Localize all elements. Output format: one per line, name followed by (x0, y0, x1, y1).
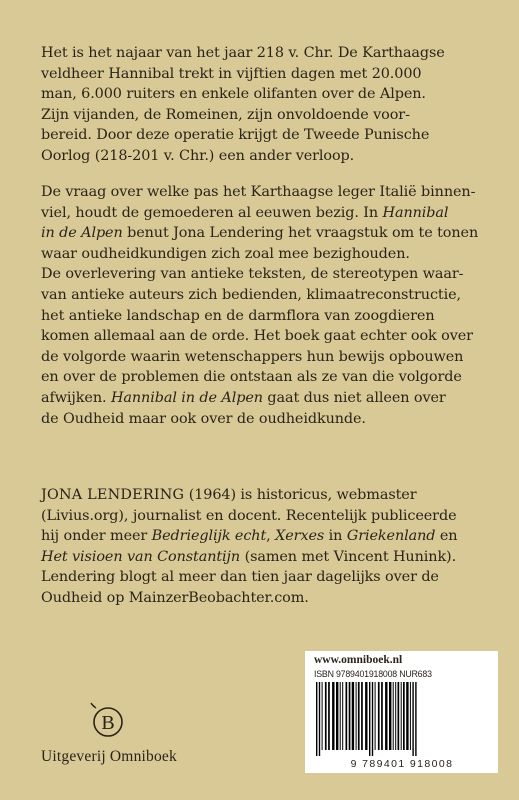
text-line: bereid. Door deze operatie krijgt de Tweede Punische (41, 127, 430, 144)
text-line: Het is het najaar van het jaar 218 v. Chr. De Karthaagse (41, 45, 445, 61)
text-segment: viel, houdt de gemoederen al eeuwen bezig. In (41, 204, 383, 221)
book-title-italic: Het visioen van Constantijn (41, 548, 241, 565)
barcode-bar (401, 682, 402, 750)
text-segment: hij onder meer (41, 528, 152, 545)
barcode-bar (346, 682, 348, 750)
barcode-bar (328, 682, 330, 750)
author-bio (41, 485, 491, 609)
barcode-bar (332, 682, 334, 750)
publisher-name: Uitgeverij Omniboek (41, 748, 177, 765)
barcode-bar (365, 682, 367, 750)
barcode-digits: 9 789401 918008 (350, 758, 454, 770)
text-line: het antieke landschap en de darmflora van zoogdieren (41, 307, 435, 324)
text-line (41, 526, 491, 547)
book-title-italic: Hannibal in de Alpen (110, 389, 263, 406)
barcode-bar (325, 682, 327, 750)
barcode-bar (372, 682, 373, 756)
text-line: en over de problemen die ontstaan als ze van die volgorde (41, 369, 462, 386)
text-line: de volgorde waarin wetenschappers hun bewijs opbouwen (41, 348, 464, 365)
barcode-bar (342, 682, 343, 750)
text-line: komen allemaal aan de orde. Het boek gaat echter ook over (41, 328, 473, 345)
text-line: Oudheid op MainzerBeobachter.com. (41, 589, 309, 606)
book-title-italic: Xerxes (275, 528, 325, 545)
text-segment: (1964) is historicus, webmaster (184, 487, 417, 503)
text-line (41, 388, 491, 409)
barcode-bar (412, 682, 413, 756)
text-segment: in (324, 528, 347, 545)
text-line (41, 485, 491, 506)
text-line: veldheer Hannibal trekt in vijftien dagen met 20.000 (41, 65, 422, 82)
text-line: van antieke auteurs zich bedienden, klimaatreconstructie, (41, 286, 461, 303)
text-segment: (samen met Vincent Hunink). (240, 548, 457, 565)
barcode-bar (349, 682, 351, 750)
text-line (41, 223, 491, 244)
barcode-bar (375, 682, 376, 750)
text-line: Zijn vijanden, de Romeinen, zijn onvoldoende voor- (41, 106, 410, 123)
barcode-bar (369, 682, 370, 756)
book-title-italic: Hannibal (382, 204, 449, 221)
text-segment: benut Jona Lendering het vraagstuk om te tonen (122, 225, 479, 242)
barcode-bar (361, 682, 363, 750)
text-line: man, 6.000 ruiters en enkele olifanten over de Alpen. (41, 86, 426, 103)
text-segment: afwijken. (41, 389, 111, 406)
book-title-italic: Griekenland (346, 528, 436, 545)
barcode-bar (415, 682, 416, 756)
omniboek-logo-icon (90, 702, 126, 746)
barcode-bar (316, 682, 317, 756)
barcode-bar (393, 682, 394, 750)
text-line (41, 203, 491, 224)
barcode-icon (314, 682, 490, 756)
barcode-bar (403, 682, 405, 750)
barcode-bar (395, 682, 396, 750)
text-segment: gaat dus niet alleen over (262, 389, 446, 406)
text-line (41, 547, 491, 568)
text-line: De vraag over welke pas het Karthaagse leger Italië binnen- (41, 184, 476, 200)
barcode-bar (410, 682, 411, 750)
text-line: (Livius.org), journalist en docent. Recentelijk publiceerde (41, 507, 457, 524)
text-line: De overlevering van antieke teksten, de stereotypen waar- (41, 266, 464, 283)
isbn-text: ISBN 9789401918008 NUR683 (314, 669, 432, 679)
book-title-italic: Bedrieglijk echt (151, 528, 267, 545)
barcode-bar (336, 682, 338, 750)
barcode-bar (322, 682, 323, 750)
barcode-bar (319, 682, 320, 756)
barcode-bar (340, 682, 341, 750)
text-line: waar oudheidkundigen zich zoal mee bezighouden. (41, 245, 410, 262)
text-line: Oorlog (218-201 v. Chr.) een ander verloop. (41, 147, 355, 164)
book-title-italic: in de Alpen (41, 225, 123, 242)
publisher-url: www.omniboek.nl (314, 654, 403, 666)
text-segment: en (435, 528, 458, 545)
barcode-bar (406, 682, 408, 750)
barcode-bar (356, 682, 357, 750)
barcode-bar (358, 682, 360, 750)
text-segment: , (266, 528, 276, 545)
barcode-bar (352, 682, 354, 750)
text-line: Lendering blogt al meer dan tien jaar dagelijks over de (41, 569, 439, 586)
summary-paragraph-1 (41, 43, 491, 167)
barcode-bar (389, 682, 391, 750)
isbn-barcode-box (305, 651, 498, 773)
author-name: JONA LENDERING (41, 487, 185, 503)
barcode-bar (381, 682, 383, 750)
barcode-bar (378, 682, 380, 750)
summary-paragraph-2 (41, 182, 491, 429)
svg-text:B: B (101, 712, 115, 734)
barcode-bar (398, 682, 400, 750)
text-line: de Oudheid maar ook over de oudheidkunde. (41, 410, 366, 427)
barcode-bar (385, 682, 387, 750)
